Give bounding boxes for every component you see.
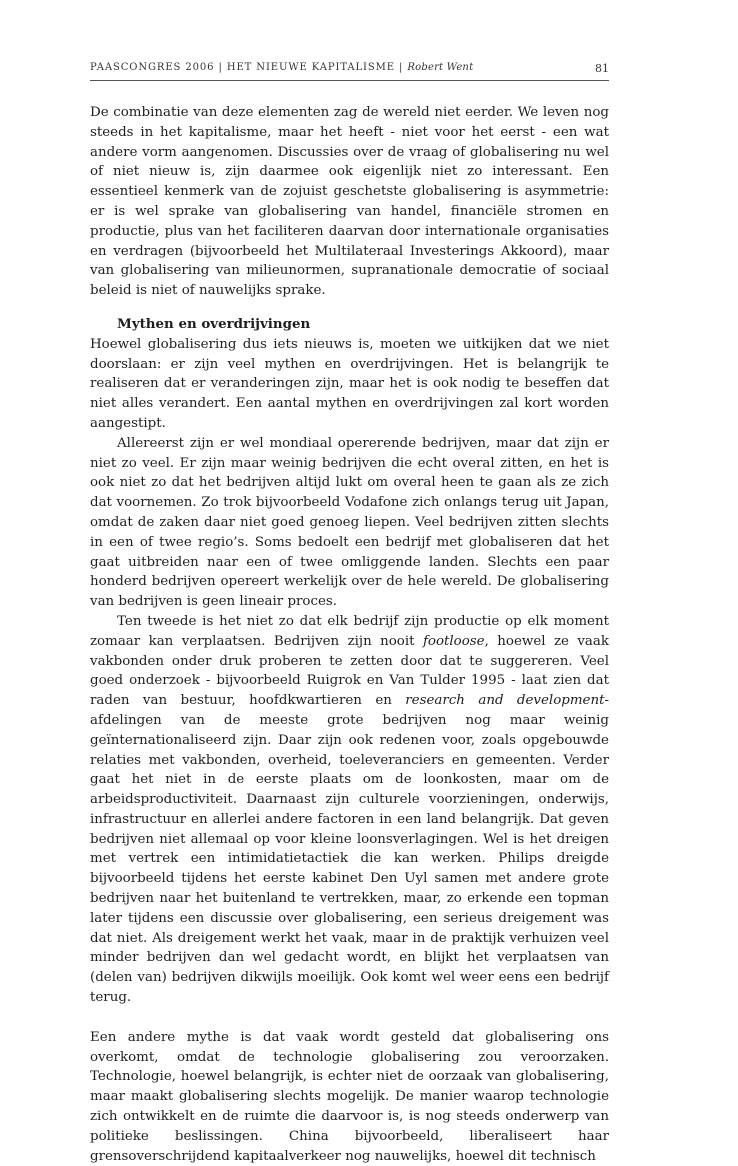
- paragraph-4: [90, 612, 609, 1008]
- paragraph-1: De combinatie van deze elementen zag de wereld niet eerder. We leven nog steeds in het kapitalisme, maar het heeft - niet voor het eerst - een wat andere vorm aangenomen. Discussies over de vraag of globalisering nu wel of niet nieuw is, zijn daarmee ook eigenlijk niet zo interessant. Een essentieel kenmerk van de zojuist geschetste globalisering is asymmetrie: er is wel sprake van globalisering van handel, financiële stromen en productie, plus van het faciliteren daarvan door internationale organisaties en verdragen (bijvoorbeeld het Multilateraal Investerings Akkoord), maar van globalisering van milieunormen, supranationale democratie of sociaal beleid is niet of nauwelijks sprake.: [90, 105, 609, 299]
- paragraph-4-part-a: Ten tweede is het niet zo dat elk bedrijf zijn productie op elk moment zomaar kan verplaatsen. Bedrijven zijn nooit: [90, 613, 609, 649]
- header-rule: [90, 80, 609, 81]
- term-research-and-development: research and development: [405, 693, 605, 709]
- section-heading: Mythen en overdrijvingen: [117, 315, 311, 332]
- paragraph-5: Een andere mythe is dat vaak wordt gesteld dat globalisering ons overkomt, omdat de technologie globalisering zou veroorzaken. Technologie, hoewel belangrijk, is echter niet de oorzaak van globalisering, maar maakt globalisering slechts mogelijk. De manier waarop technologie zich ontwikkelt en de ruimte die daarvoor is, is nog steeds onderwerp van politieke beslissingen. China bijvoorbeeld, liberaliseert haar grensoverschrijdend kapitaalverkeer nog nauwelijks, hoewel dit technisch: [90, 1029, 609, 1164]
- page-number: 81: [595, 62, 609, 75]
- term-footloose: footloose: [422, 633, 485, 649]
- running-title: PAASCONGRES 2006 | HET NIEUWE KAPITALISME |: [90, 62, 408, 73]
- paragraph-3: Allereerst zijn er wel mondiaal opererende bedrijven, maar dat zijn er niet zo veel. Er zijn maar weinig bedrijven die echt overal zitten, en het is ook niet zo dat het bedrijven altijd lukt om overal heen te gaan als ze zich dat voornemen. Zo trok bijvoorbeeld Vodafone zich onlangs terug uit Japan, omdat de zaken daar niet goed genoeg liepen. Veel bedrijven zitten slechts in een of twee regio’s. Soms bedoelt een bedrijf met globaliseren dat het gaat uitbreiden naar een of twee omliggende landen. Slechts een paar honderd bedrijven opereert werkelijk over de hele wereld. De globalisering van bedrijven is geen lineair proces.: [90, 435, 609, 610]
- paragraph-2: Hoewel globalisering dus iets nieuws is, moeten we uitkijken dat we niet doorslaan: er zijn veel mythen en overdrijvingen. Het is belangrijk te realiseren dat er veranderingen zijn, maar het is ook nodig te beseffen dat niet alles verandert. Een aantal mythen en overdrijvingen zal kort worden aangestipt.: [90, 336, 609, 431]
- running-header: [90, 62, 609, 73]
- body-text: [90, 103, 609, 1166]
- author-name: Robert Went: [407, 62, 474, 73]
- paragraph-4-part-c: -afdelingen van de meeste grote bedrijven nog maar weinig geïnternationaliseerd zijn. Daar zijn ook redenen voor, zoals opgebouwde relaties met vakbonden, overheid, toeleveranciers en gemeenten. Verder gaat het niet in de eerste plaats om de loonkosten, maar om de arbeidsproductiviteit. Daarnaast zijn culturele voorzieningen, onderwijs, infrastructuur en allerlei andere factoren in een land belangrijk. Dat geven bedrijven niet allemaal op voor kleine loonsverlagingen. Wel is het dreigen met vertrek een intimidatietactiek die kan werken. Philips dreigde bijvoorbeeld tijdens het eerste kabinet Den Uyl samen met andere grote bedrijven naar het buitenland te vertrekken, maar, zo erkende een topman later tijdens een discussie over globalisering, een serieus dreigement was dat niet. Als dreigement werkt het vaak, maar in de praktijk verhuizen veel minder bedrijven dan wel gedacht wordt, en blijkt het verplaatsen van (delen van) bedrijven dikwijls moeilijk. Ook komt wel weer eens een bedrijf terug.: [90, 693, 609, 1006]
- paragraph-4-part-b: , hoewel ze vaak vakbonden onder druk proberen te zetten door dat te suggereren. Veel goed onderzoek - bijvoorbeeld Ruigrok en Van Tulder 1995 - laat zien dat raden van bestuur, hoofdkwartieren en: [90, 633, 609, 709]
